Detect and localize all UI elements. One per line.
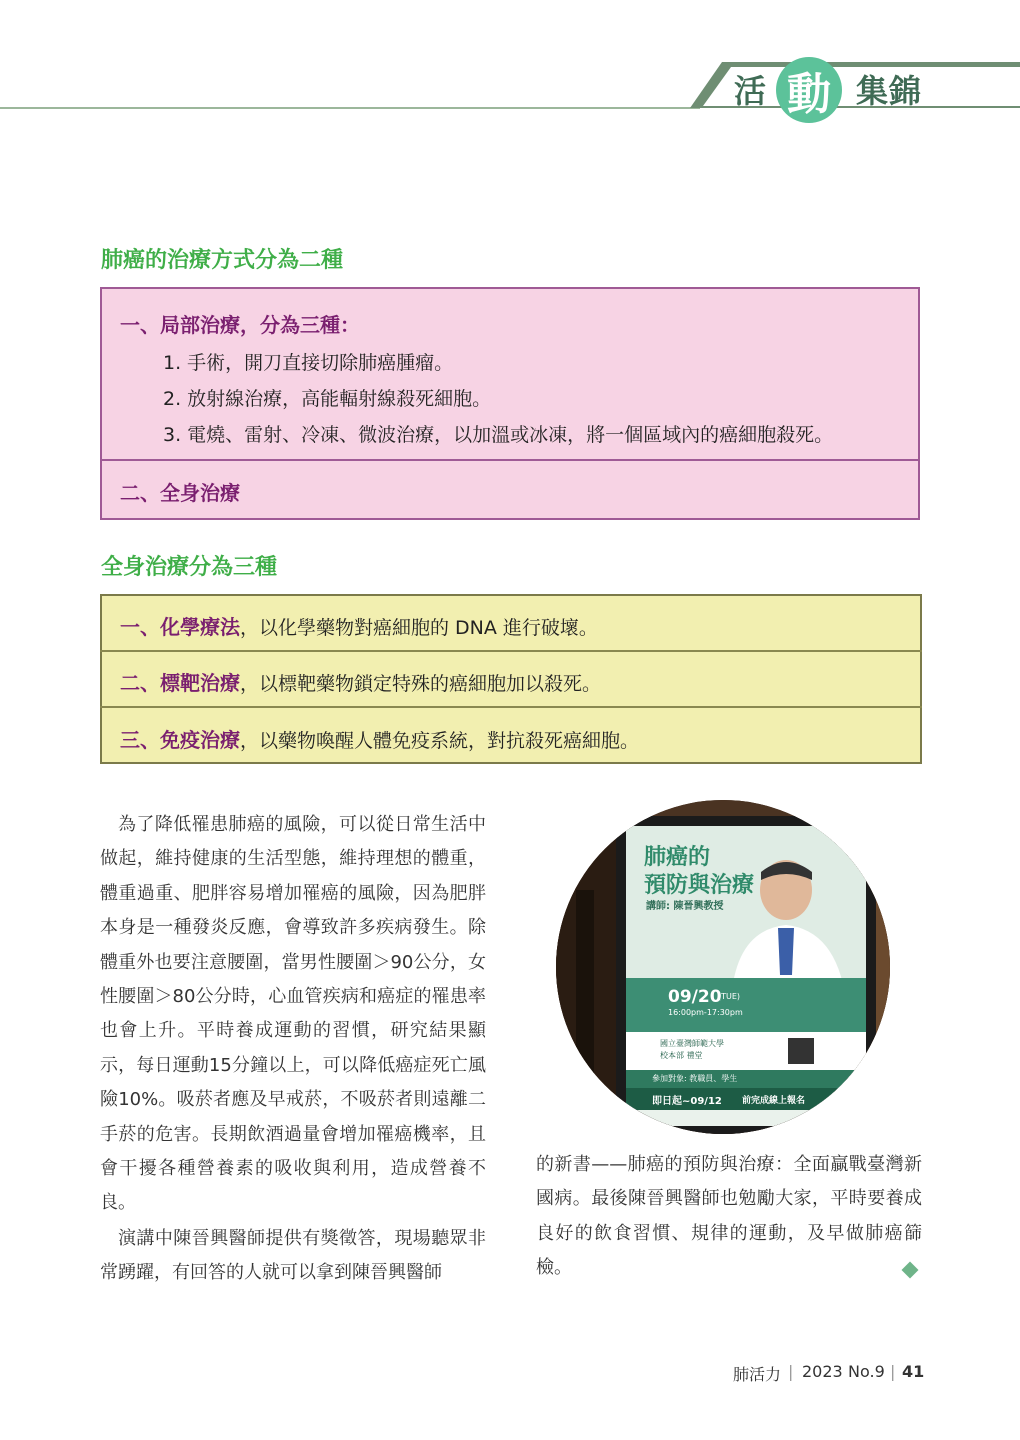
poster-deadline: 即日起~09/12 — [652, 1096, 722, 1107]
systemic-treatment-heading: 二、全身治療 — [120, 481, 240, 505]
header-word-3: 集錦 — [856, 72, 923, 110]
yellow-box-divider — [100, 650, 922, 652]
body-paragraph-2: 演講中陳晉興醫師提供有獎徵答，現場聽眾非常踴躍，有回答的人就可以拿到陳晉興醫師 — [100, 1227, 486, 1284]
header-circle-badge: 動 — [776, 57, 842, 123]
systemic-row-text: ，以化學藥物對癌細胞的 DNA 進行破壞。 — [240, 617, 598, 639]
footer-magazine: 肺活力 — [733, 1365, 782, 1384]
systemic-row-label: 一、化學療法 — [120, 615, 240, 639]
systemic-row-text: ，以標靶藥物鎖定特殊的癌細胞加以殺死。 — [240, 673, 602, 695]
body-paragraph-3: 的新書——肺癌的預防與治療：全面贏戰臺灣新國病。最後陳晉興醫師也勉勵大家，平時要養成良好的飲食習慣、規律的運動，及早做肺癌篩檢。 — [536, 1154, 922, 1279]
systemic-row-label: 二、標靶治療 — [120, 671, 240, 695]
section-title-treatment-types: 肺癌的治療方式分為二種 — [101, 248, 344, 273]
local-treatment-item: 1. 手術，開刀直接切除肺癌腫瘤。 — [163, 352, 454, 374]
poster-deadline-tail: 前完成線上報名 — [742, 1096, 806, 1106]
poster-title-line2: 預防與治療 — [644, 872, 755, 898]
pink-box-divider — [100, 459, 920, 461]
poster-speaker: 講師: 陳晉興教授 — [646, 901, 724, 912]
header-rule — [0, 107, 700, 109]
footer-issue: No.9 — [848, 1362, 885, 1381]
poster-venue-1: 國立臺灣師範大學 — [660, 1039, 724, 1048]
local-treatment-item: 2. 放射線治療，高能輻射線殺死細胞。 — [163, 388, 492, 410]
local-treatment-heading: 一、局部治療，分為三種： — [120, 313, 360, 337]
systemic-row-2 — [120, 667, 601, 696]
local-treatment-item: 3. 電燒、雷射、冷凍、微波治療，以加溫或冰凍，將一個區域內的癌細胞殺死。 — [163, 424, 834, 446]
right-column — [536, 1148, 922, 1286]
poster-weekday: (TUE) — [718, 992, 741, 1001]
section-title-systemic-types: 全身治療分為三種 — [101, 555, 278, 580]
yellow-box-divider — [100, 706, 922, 708]
left-column — [100, 808, 486, 1291]
footer-divider: | — [788, 1362, 794, 1381]
poster-audience: 參加對象: 教職員、學生 — [652, 1074, 738, 1083]
poster-date: 09/20 — [668, 987, 722, 1007]
body-paragraph-1: 為了降低罹患肺癌的風險，可以從日常生活中做起，維持健康的生活型態，維持理想的體重，體重過重、肥胖容易增加罹癌的風險，因為肥胖本身是一種發炎反應，會導致許多疾病發生。除體重外也要注意腰圍，當男性腰圍＞90公分，女性腰圍＞80公分時，心血管疾病和癌症的罹患率也會上升。平時養成運動的習慣，研究結果顯示，每日運動15分鐘以上，可以降低癌症死亡風險10%。吸菸者應及早戒菸，不吸菸者則遠離二手菸的危害。長期飲酒過量會增加罹癌機率，且會干擾各種營養素的吸收與利用，造成營養不良。 — [100, 814, 486, 1214]
footer-divider: | — [890, 1362, 896, 1381]
footer-year: 2023 — [802, 1362, 843, 1381]
header-word-1: 活 — [734, 72, 768, 110]
systemic-row-1 — [120, 611, 598, 640]
footer-page-number: 41 — [902, 1362, 925, 1381]
systemic-row-label: 三、免疫治療 — [120, 728, 240, 752]
poster-title-line1: 肺癌的 — [644, 844, 711, 870]
poster-venue-2: 校本部 禮堂 — [660, 1051, 703, 1060]
systemic-row-3 — [120, 724, 639, 753]
event-poster-photo — [556, 800, 890, 1134]
poster-time: 16:00pm-17:30pm — [668, 1008, 743, 1017]
systemic-row-text: ，以藥物喚醒人體免疫系統，對抗殺死癌細胞。 — [240, 730, 640, 752]
